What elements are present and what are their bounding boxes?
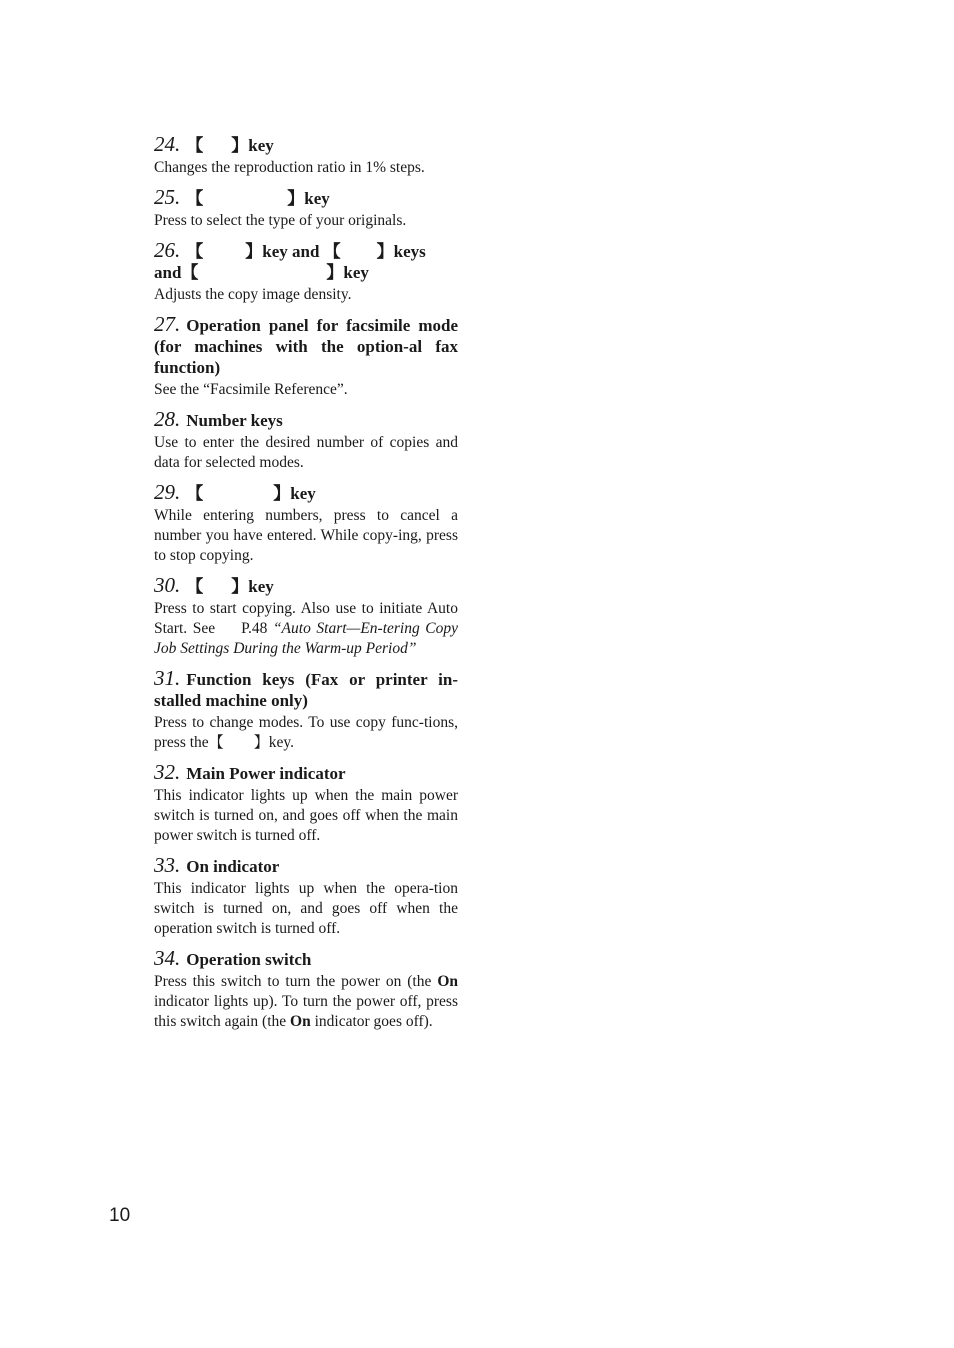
- bracket-close: 】: [287, 189, 305, 208]
- item-heading: [154, 855, 458, 877]
- item-heading: [154, 314, 458, 378]
- item-heading: [154, 668, 458, 711]
- item-number: 31.: [154, 666, 181, 690]
- key-label: key: [248, 136, 274, 155]
- item-title: Operation switch: [186, 950, 312, 969]
- item-description: Use to enter the desired number of copies and data for selected modes.: [154, 434, 458, 471]
- item-heading: [154, 948, 458, 970]
- item-29: [154, 482, 458, 566]
- item-33: [154, 855, 458, 939]
- bracket-open: 【: [208, 735, 224, 751]
- item-heading: [154, 187, 458, 209]
- bracket-close: 】: [231, 577, 249, 596]
- item-description: [154, 599, 458, 659]
- item-description: This indicator lights up when the main power switch is turned on, and goes off when the main power switch is turned off.: [154, 787, 458, 844]
- item-number: 28.: [154, 407, 181, 431]
- on-label: On: [437, 973, 458, 990]
- key-label: key: [304, 189, 330, 208]
- item-heading: [154, 762, 458, 784]
- item-number: 27.: [154, 312, 181, 336]
- item-32: [154, 762, 458, 846]
- item-number: 34.: [154, 946, 181, 970]
- key-label: key: [343, 263, 369, 282]
- item-heading: [154, 409, 458, 431]
- bracket-open: 【: [186, 189, 204, 208]
- item-number: 30.: [154, 573, 181, 597]
- item-34: [154, 948, 458, 1032]
- bracket-close: 】: [376, 242, 394, 261]
- item-number: 25.: [154, 185, 181, 209]
- item-27: [154, 314, 458, 400]
- description-text: Press this switch to turn the power on (the: [154, 973, 432, 990]
- item-title: Main Power indicator: [186, 764, 346, 783]
- item-28: [154, 409, 458, 473]
- item-26: [154, 240, 458, 305]
- description-text: indicator lights up). To turn the power off, press this switch again (the: [154, 993, 458, 1030]
- item-25: [154, 187, 458, 231]
- bracket-close: 】: [253, 735, 269, 751]
- item-description: While entering numbers, press to cancel a number you have entered. While copy-ing, press to stop copying.: [154, 507, 458, 564]
- bracket-open: 【: [186, 484, 204, 503]
- and-label: and: [154, 263, 182, 282]
- item-description: Adjusts the copy image density.: [154, 286, 352, 303]
- item-title: Number keys: [186, 411, 283, 430]
- item-heading: [154, 134, 458, 156]
- on-label: On: [290, 1013, 311, 1030]
- keys-label: keys: [393, 242, 426, 261]
- item-title: Operation panel for facsimile mode (for machines with the option-al fax function): [154, 316, 458, 377]
- item-description: Press to select the type of your originals.: [154, 212, 407, 229]
- item-number: 32.: [154, 760, 181, 784]
- bracket-close: 】: [245, 242, 263, 261]
- description-text: indicator goes off).: [314, 1013, 433, 1030]
- item-31: [154, 668, 458, 753]
- key-label: key: [248, 577, 274, 596]
- cross-reference-title: “Auto Start—En-tering Copy Job Settings During the Warm-up Period”: [154, 620, 458, 657]
- page-number: 10: [109, 1205, 131, 1226]
- item-description: Changes the reproduction ratio in 1% steps.: [154, 159, 425, 176]
- item-heading: [154, 482, 458, 504]
- item-description: This indicator lights up when the opera-tion switch is turned on, and goes off when the operation switch is turned off.: [154, 880, 458, 937]
- item-number: 33.: [154, 853, 181, 877]
- item-description: See the “Facsimile Reference”.: [154, 381, 348, 398]
- item-number: 26.: [154, 238, 181, 262]
- key-label: key: [290, 484, 316, 503]
- bracket-open: 【: [186, 242, 204, 261]
- item-30: [154, 575, 458, 659]
- bracket-close: 】: [231, 136, 249, 155]
- bracket-open: 【: [181, 263, 199, 282]
- description-text: key.: [268, 734, 294, 751]
- description-text: Press to change modes. To use copy func-tions, press the: [154, 714, 458, 751]
- key-and-label: key and: [262, 242, 320, 261]
- content-column: [154, 134, 458, 1041]
- bracket-close: 】: [326, 263, 344, 282]
- item-24: [154, 134, 458, 178]
- page-reference-link[interactable]: P.48: [241, 620, 268, 637]
- bracket-close: 】: [273, 484, 291, 503]
- item-description: [154, 713, 458, 753]
- bracket-open: 【: [323, 242, 341, 261]
- bracket-open: 【: [186, 577, 204, 596]
- bracket-open: 【: [186, 136, 204, 155]
- item-title: Function keys (Fax or printer in-stalled machine only): [154, 670, 458, 710]
- description-text: Press to start copying. Also use to initiate Auto Start. See: [154, 600, 458, 637]
- item-number: 24.: [154, 132, 181, 156]
- item-heading: [154, 240, 458, 283]
- item-heading: [154, 575, 458, 597]
- item-number: 29.: [154, 480, 181, 504]
- item-title: On indicator: [186, 857, 280, 876]
- item-description: [154, 972, 458, 1032]
